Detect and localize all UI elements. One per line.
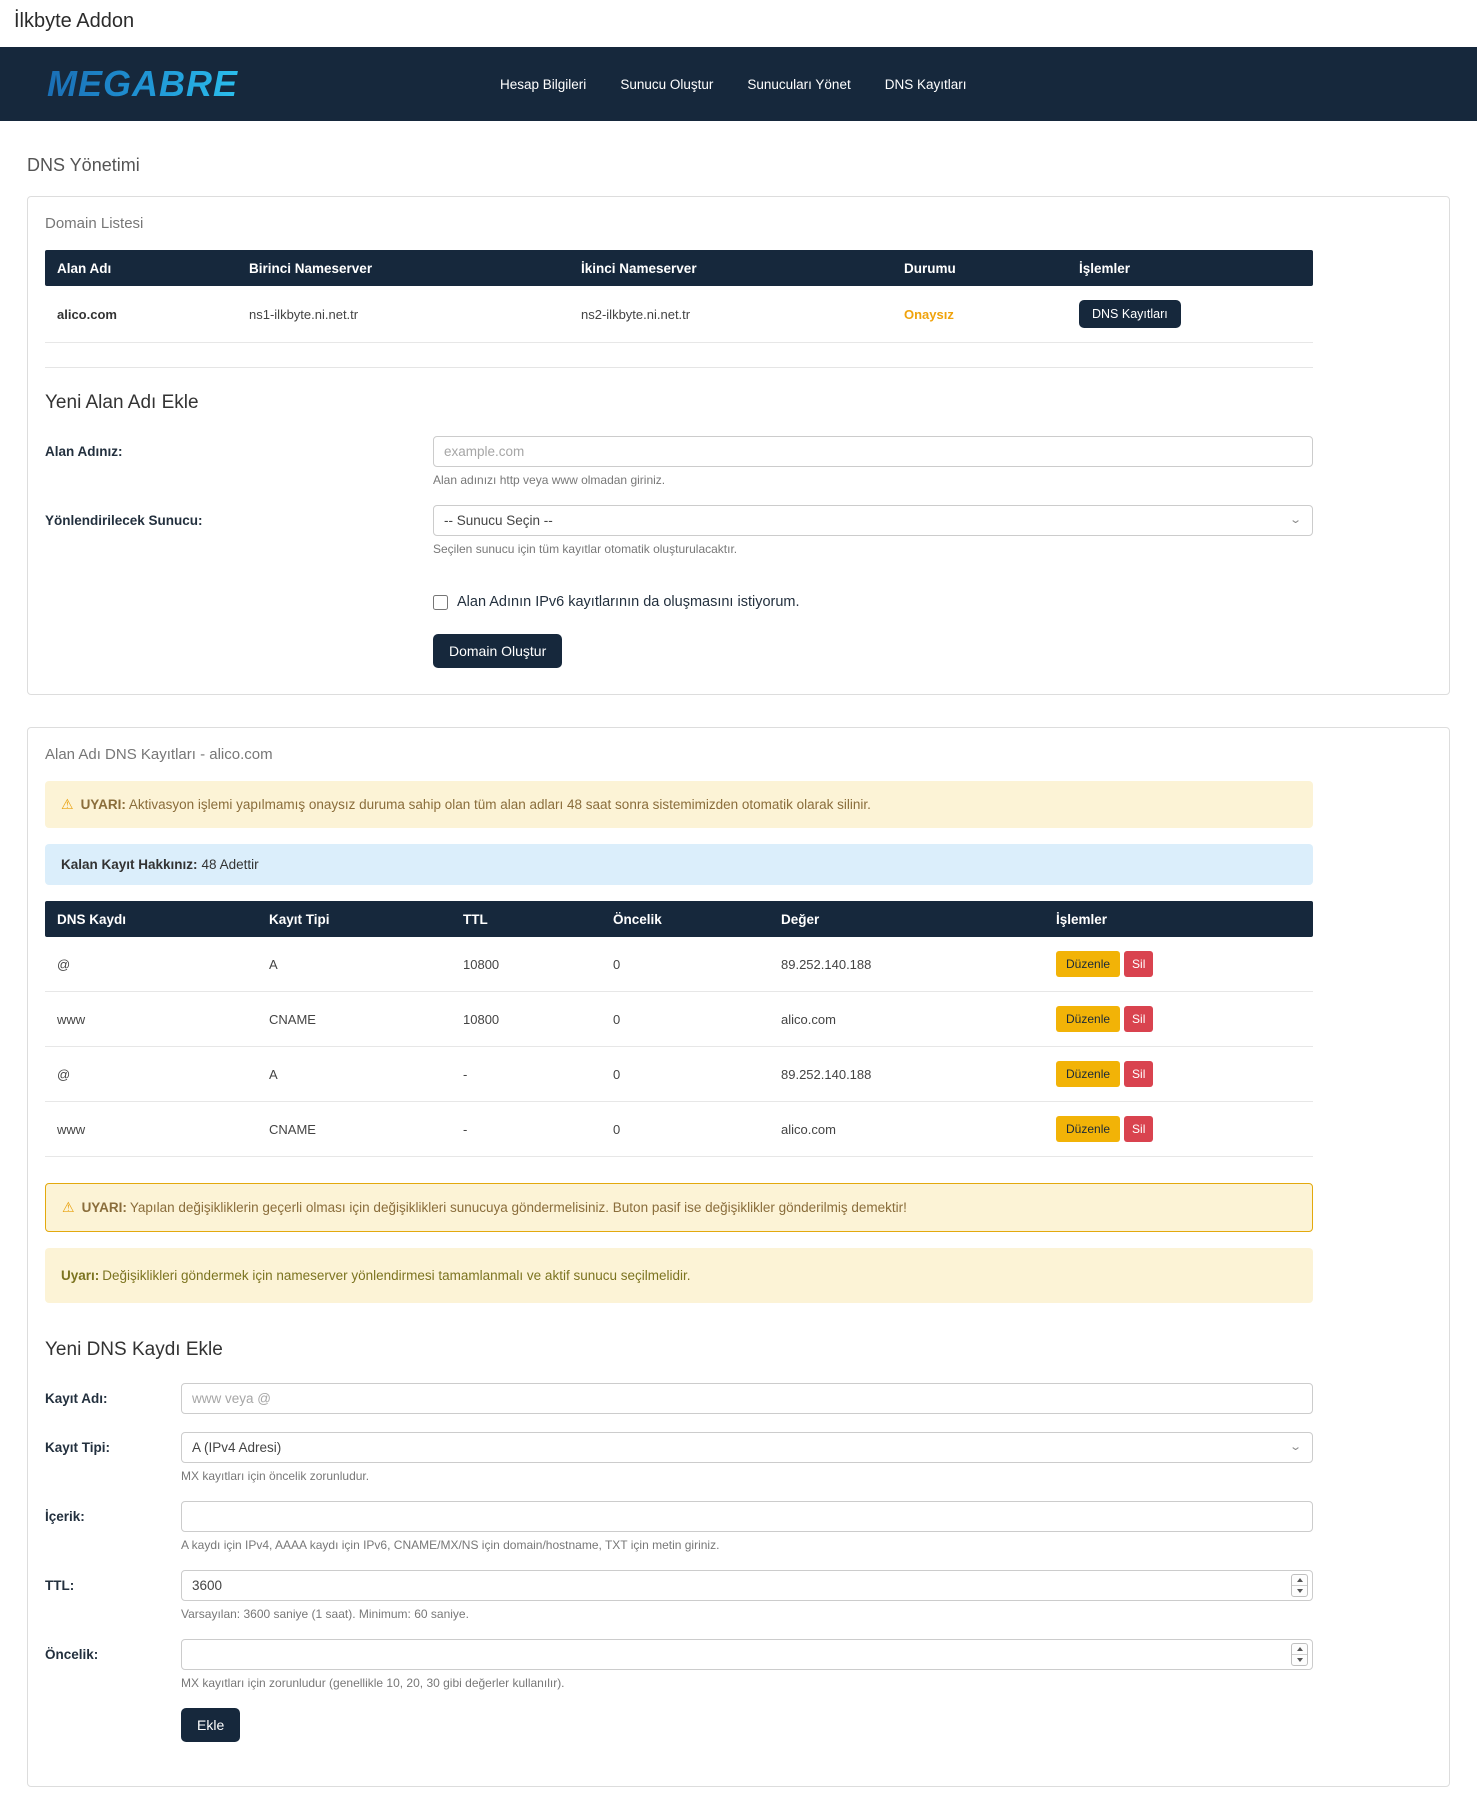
- warning-push-changes: [45, 1183, 1313, 1232]
- divider: [45, 367, 1313, 368]
- ipv6-checkbox-label[interactable]: Alan Adının IPv6 kayıtlarının da oluşmasını istiyorum.: [457, 594, 800, 610]
- nav-item-sunucu-olustur[interactable]: Sunucu Oluştur: [620, 76, 714, 92]
- main-nav: [483, 67, 983, 102]
- domain-list-label: Domain Listesi: [45, 215, 144, 232]
- delete-record-button[interactable]: Sil: [1124, 1061, 1153, 1087]
- edit-record-button[interactable]: Düzenle: [1056, 1116, 1120, 1142]
- add-record-button[interactable]: Ekle: [181, 1708, 240, 1742]
- rec-col-deger: Değer: [769, 901, 1044, 937]
- dns-records-table: [45, 901, 1313, 1157]
- record-type-select[interactable]: [181, 1432, 1313, 1463]
- delete-record-button[interactable]: Sil: [1124, 951, 1153, 977]
- record-name-input[interactable]: [181, 1383, 1313, 1414]
- domain-input[interactable]: [433, 436, 1313, 467]
- edit-record-button[interactable]: Düzenle: [1056, 1006, 1120, 1032]
- record-content-label: İçerik:: [45, 1509, 85, 1524]
- rec-priority: 0: [601, 1047, 769, 1102]
- rec-priority: 0: [601, 1102, 769, 1157]
- server-select-help: Seçilen sunucu için tüm kayıtlar otomatik oluşturulacaktır.: [433, 542, 738, 556]
- warning-activation-prefix: UYARI:: [80, 797, 126, 812]
- rec-value: alico.com: [769, 1102, 1044, 1157]
- rec-col-ttl: TTL: [451, 901, 601, 937]
- chevron-down-icon: ⌄: [1288, 514, 1302, 526]
- rec-priority: 0: [601, 937, 769, 992]
- dns-records-button[interactable]: DNS Kayıtları: [1079, 300, 1181, 328]
- rec-value: 89.252.140.188: [769, 937, 1044, 992]
- domain-col-ns2: İkinci Nameserver: [569, 250, 892, 286]
- rec-name: @: [45, 937, 257, 992]
- dns-record-row: [45, 937, 1313, 992]
- rec-priority: 0: [601, 992, 769, 1047]
- domain-col-alan-adi: Alan Adı: [45, 250, 237, 286]
- rec-value: alico.com: [769, 992, 1044, 1047]
- record-priority-input[interactable]: [181, 1639, 1313, 1670]
- rec-ttl: -: [451, 1047, 601, 1102]
- add-record-heading: Yeni DNS Kaydı Ekle: [45, 1339, 223, 1360]
- warning-nameserver-prefix: Uyarı:: [61, 1268, 100, 1283]
- status-badge: Onaysız: [904, 306, 954, 322]
- nav-item-hesap-bilgileri[interactable]: Hesap Bilgileri: [500, 76, 587, 92]
- warning-nameserver: [45, 1248, 1313, 1303]
- dns-record-row: [45, 1102, 1313, 1157]
- page-title: İlkbyte Addon: [14, 10, 135, 32]
- rec-type: CNAME: [257, 1102, 451, 1157]
- dns-record-row: [45, 992, 1313, 1047]
- domain-input-help: Alan adınızı http veya www olmadan giriniz.: [433, 473, 666, 487]
- dns-records-card: [27, 727, 1450, 1787]
- add-domain-heading: Yeni Alan Adı Ekle: [45, 392, 199, 413]
- domain-input-label: Alan Adınız:: [45, 444, 123, 459]
- rec-name: @: [45, 1047, 257, 1102]
- record-type-value: A (IPv4 Adresi): [192, 1440, 282, 1455]
- spinner-down-icon[interactable]: [1292, 1586, 1307, 1596]
- number-spinner[interactable]: [1291, 1643, 1308, 1666]
- rec-value: 89.252.140.188: [769, 1047, 1044, 1102]
- rec-ttl: -: [451, 1102, 601, 1157]
- edit-record-button[interactable]: Düzenle: [1056, 1061, 1120, 1087]
- rec-col-kayit-tipi: Kayıt Tipi: [257, 901, 451, 937]
- quota-label: Kalan Kayıt Hakkınız:: [61, 857, 198, 872]
- rec-col-dns-kaydi: DNS Kaydı: [45, 901, 257, 937]
- section-heading-dns-yonetimi: DNS Yönetimi: [27, 155, 140, 175]
- create-domain-button[interactable]: Domain Oluştur: [433, 634, 562, 668]
- top-navbar: [0, 47, 1477, 121]
- warning-push-prefix: UYARI:: [81, 1200, 127, 1215]
- spinner-up-icon[interactable]: [1292, 1575, 1307, 1586]
- megabre-logo[interactable]: MEGABRE: [47, 63, 239, 104]
- domain-list-card: [27, 196, 1450, 695]
- record-type-help: MX kayıtları için öncelik zorunludur.: [181, 1469, 370, 1483]
- edit-record-button[interactable]: Düzenle: [1056, 951, 1120, 977]
- record-ttl-help: Varsayılan: 3600 saniye (1 saat). Minimum: 60 saniye.: [181, 1607, 469, 1621]
- rec-ttl: 10800: [451, 937, 601, 992]
- delete-record-button[interactable]: Sil: [1124, 1006, 1153, 1032]
- ipv6-checkbox[interactable]: [433, 595, 448, 610]
- rec-name: www: [45, 1102, 257, 1157]
- server-select-label: Yönlendirilecek Sunucu:: [45, 513, 203, 528]
- record-ttl-input[interactable]: [181, 1570, 1313, 1601]
- rec-col-islemler: İşlemler: [1044, 901, 1313, 937]
- warning-push-text: Yapılan değişikliklerin geçerli olması için değişiklikleri sunucuya göndermelisiniz. Buton pasif ise değişiklikler gönderilmiş demektir!: [129, 1200, 907, 1215]
- record-content-input[interactable]: [181, 1501, 1313, 1532]
- domain-table-row: [45, 286, 1313, 343]
- domain-cell-ns2: ns2-ilkbyte.ni.net.tr: [569, 286, 892, 343]
- dns-record-row: [45, 1047, 1313, 1102]
- domain-col-durumu: Durumu: [892, 250, 1067, 286]
- rec-col-oncelik: Öncelik: [601, 901, 769, 937]
- dns-records-label: Alan Adı DNS Kayıtları - alico.com: [45, 746, 273, 763]
- delete-record-button[interactable]: Sil: [1124, 1116, 1153, 1142]
- quota-value: 48 Adettir: [201, 857, 259, 872]
- rec-type: A: [257, 1047, 451, 1102]
- record-ttl-label: TTL:: [45, 1578, 75, 1593]
- domain-cell-name: alico.com: [45, 286, 237, 343]
- record-type-label: Kayıt Tipi:: [45, 1440, 111, 1455]
- spinner-up-icon[interactable]: [1292, 1644, 1307, 1655]
- warning-activation-text: Aktivasyon işlemi yapılmamış onaysız duruma sahip olan tüm alan adları 48 saat sonra sistemimizden otomatik olarak silinir.: [128, 797, 871, 812]
- rec-type: CNAME: [257, 992, 451, 1047]
- chevron-down-icon: ⌄: [1288, 1441, 1302, 1453]
- warning-icon: ⚠: [61, 796, 74, 812]
- quota-info-bar: [45, 844, 1313, 885]
- record-content-help: A kaydı için IPv4, AAAA kaydı için IPv6, CNAME/MX/NS için domain/hostname, TXT için metin giriniz.: [181, 1538, 720, 1552]
- warning-activation: [45, 781, 1313, 828]
- domain-cell-ns1: ns1-ilkbyte.ni.net.tr: [237, 286, 569, 343]
- record-priority-label: Öncelik:: [45, 1647, 99, 1662]
- record-priority-help: MX kayıtları için zorunludur (genellikle 10, 20, 30 gibi değerler kullanılır).: [181, 1676, 565, 1690]
- nav-item-sunuculari-yonet[interactable]: Sunucuları Yönet: [747, 76, 851, 92]
- nav-item-dns-kayitlari[interactable]: DNS Kayıtları: [884, 76, 967, 92]
- rec-type: A: [257, 937, 451, 992]
- domain-col-ns1: Birinci Nameserver: [237, 250, 569, 286]
- warning-nameserver-text: Değişiklikleri göndermek için nameserver yönlendirmesi tamamlanmalı ve aktif sunucu seçilmelidir.: [102, 1268, 691, 1283]
- rec-name: www: [45, 992, 257, 1047]
- warning-icon: ⚠: [62, 1199, 75, 1215]
- server-select-value: -- Sunucu Seçin --: [444, 513, 553, 528]
- server-select[interactable]: [433, 505, 1313, 536]
- record-name-label: Kayıt Adı:: [45, 1391, 108, 1406]
- number-spinner[interactable]: [1291, 1574, 1308, 1597]
- domain-table: [45, 250, 1313, 343]
- rec-ttl: 10800: [451, 992, 601, 1047]
- spinner-down-icon[interactable]: [1292, 1655, 1307, 1665]
- domain-col-islemler: İşlemler: [1067, 250, 1313, 286]
